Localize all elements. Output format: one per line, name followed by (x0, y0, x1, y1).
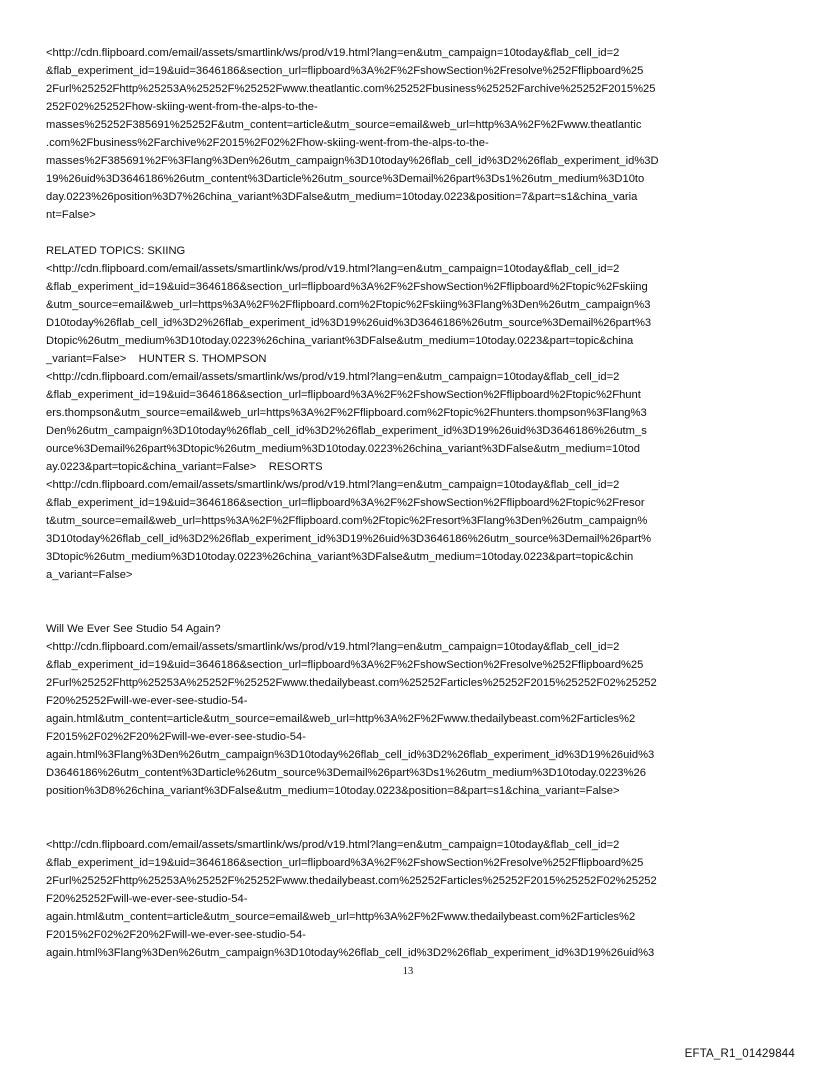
text-block-related-topics: RELATED TOPICS: SKIING <http://cdn.flipboard.com/email/assets/smartlink/ws/prod/v19.html?lang=en&utm_campaign=10today&flab_cell_id=2 &flab_experiment_id=19&uid=3646186&section_url=flipboard%3A%2F%2FshowSection%2Fflipboard%2Ftopic%2Fskiing &utm_source=email&web_url=https%3A%2F%2Fflipboard.com%2Ftopic%2Fskiing%3Flang%3Den%26utm_campaign%3 D10today%26flab_cell_id%3D2%26flab_experiment_id%3D19%26uid%3D3646186%26utm_source%3Demail%26part%3 Dtopic%26utm_medium%3D10today.0223%26china_variant%3DFalse&utm_medium=10today.0223&part=topic&china _variant=False> HUNTER S. THOMPSON <http://cdn.flipboard.com/email/assets/smartlink/ws/prod/v19.html?lang=en&utm_campaign=10today&flab_cell_id=2 &flab_experiment_id=19&uid=3646186&section_url=flipboard%3A%2F%2FshowSection%2Fflipboard%2Ftopic%2Fhunt ers.thompson&utm_source=email&web_url=https%3A%2F%2Fflipboard.com%2Ftopic%2Fhunters.thompson%3Flang%3 Den%26utm_campaign%3D10today%26flab_cell_id%3D2%26flab_experiment_id%3D19%26uid%3D3646186%26utm_s ource%3Demail%26part%3Dtopic%26utm_medium%3D10today.0223%26china_variant%3DFalse&utm_medium=10tod ay.0223&part=topic&china_variant=False> RESORTS <http://cdn.flipboard.com/email/assets/smartlink/ws/prod/v19.html?lang=en&utm_campaign=10today&flab_cell_id=2 &flab_experiment_id=19&uid=3646186&section_url=flipboard%3A%2F%2FshowSection%2Fflipboard%2Ftopic%2Fresor t&utm_source=email&web_url=https%3A%2F%2Fflipboard.com%2Ftopic%2Fresort%3Flang%3Den%26utm_campaign% 3D10today%26flab_cell_id%3D2%26flab_experiment_id%3D19%26uid%3D3646186%26utm_source%3Demail%26part% 3Dtopic%26utm_medium%3D10today.0223%26china_variant%3DFalse&utm_medium=10today.0223&part=topic&chin a_variant=False> (46, 245, 652, 581)
text-block-studio-54-link: <http://cdn.flipboard.com/email/assets/smartlink/ws/prod/v19.html?lang=en&utm_campaign=10today&flab_cell_id=2 &flab_experiment_id=19&uid=3646186&section_url=flipboard%3A%2F%2FshowSection%2Fresolve%252Fflipboard%25 2Furl%25252Fhttp%25253A%25252F%25252Fwww.thedailybeast.com%25252Farticles%25252F2015%25252F02%25252 F20%25252Fwill-we-ever-see-studio-54- again.html&utm_content=article&utm_source=email&web_url=http%3A%2F%2Fwww.thedailybeast.com%2Farticles%2 F2015%2F02%2F20%2Fwill-we-ever-see-studio-54- again.html%3Flang%3Den%26utm_campaign%3D10today%26flab_cell_id%3D2%26flab_experiment_id%3D19%26uid%3 (46, 839, 657, 959)
spacer (46, 224, 774, 242)
text-block-skiing-link: <http://cdn.flipboard.com/email/assets/smartlink/ws/prod/v19.html?lang=en&utm_campaign=10today&flab_cell_id=2 &flab_experiment_id=19&uid=3646186&section_url=flipboard%3A%2F%2FshowSection%2Fresolve%252Fflipboard%25 2Furl%25252Fhttp%25253A%25252F%25252Fwww.theatlantic.com%25252Fbusiness%25252Farchive%25252F2015%25 252F02%25252Fhow-skiing-went-from-the-alps-to-the- masses%25252F385691%25252F&utm_content=article&utm_source=email&web_url=http%3A%2F%2Fwww.theatlantic .com%2Fbusiness%2Farchive%2F2015%2F02%2Fhow-skiing-went-from-the-alps-to-the- masses%2F385691%2F%3Flang%3Den%26utm_campaign%3D10today%26flab_cell_id%3D2%26flab_experiment_id%3D 19%26uid%3D3646186%26utm_content%3Darticle%26utm_source%3Demail%26part%3Ds1%26utm_medium%3D10to day.0223%26position%3D7%26china_variant%3DFalse&utm_medium=10today.0223&position=7&part=s1&china_varia nt=False> (46, 47, 659, 221)
page-number: 13 (402, 966, 414, 977)
document-id: EFTA_R1_01429844 (684, 1048, 795, 1060)
document-page (46, 44, 774, 962)
spacer (46, 584, 774, 620)
text-block-studio-54-article: Will We Ever See Studio 54 Again? <http://cdn.flipboard.com/email/assets/smartlink/ws/prod/v19.html?lang=en&utm_campaign=10today&flab_cell_id=2 &flab_experiment_id=19&uid=3646186&section_url=flipboard%3A%2F%2FshowSection%2Fresolve%252Fflipboard%25 2Furl%25252Fhttp%25253A%25252F%25252Fwww.thedailybeast.com%25252Farticles%25252F2015%25252F02%25252 F20%25252Fwill-we-ever-see-studio-54- again.html&utm_content=article&utm_source=email&web_url=http%3A%2F%2Fwww.thedailybeast.com%2Farticles%2 F2015%2F02%2F20%2Fwill-we-ever-see-studio-54- again.html%3Flang%3Den%26utm_campaign%3D10today%26flab_cell_id%3D2%26flab_experiment_id%3D19%26uid%3 D3646186%26utm_content%3Darticle%26utm_source%3Demail%26part%3Ds1%26utm_medium%3D10today.0223%26 position%3D8%26china_variant%3DFalse&utm_medium=10today.0223&position=8&part=s1&china_variant=False> (46, 623, 657, 797)
spacer (46, 800, 774, 836)
